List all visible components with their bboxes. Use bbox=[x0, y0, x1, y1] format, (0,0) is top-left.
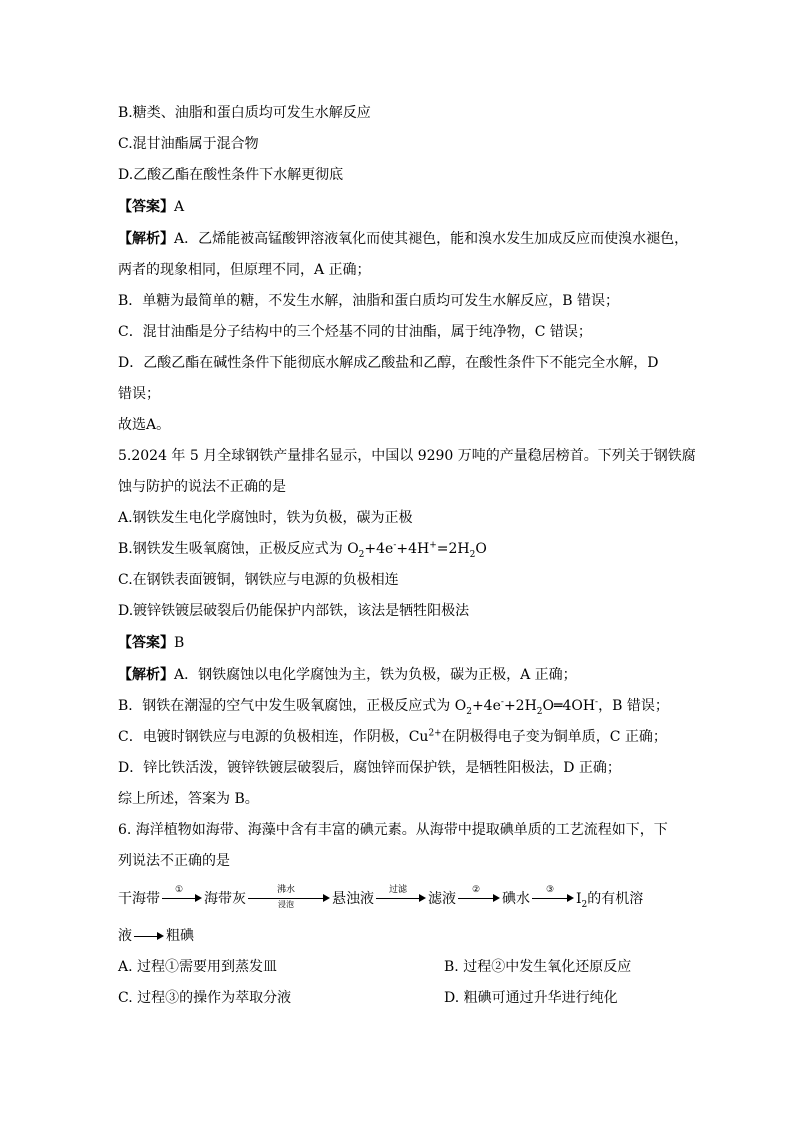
q5-analysis-c bbox=[118, 728, 667, 746]
flow-step-kelp-ash: 海带灰 bbox=[204, 891, 246, 907]
q4-analysis-c: C．混甘油酯是分子结构中的三个烃基不同的甘油酯，属于纯净物，C 错误； bbox=[118, 324, 592, 340]
superscript: + bbox=[429, 540, 437, 551]
q5-conclusion: 综上所述，答案为 B。 bbox=[118, 791, 259, 807]
text: +4e bbox=[364, 541, 394, 557]
q4-answer bbox=[118, 198, 184, 216]
q6-option-c: C. 过程③的操作为萃取分液 bbox=[118, 990, 292, 1006]
text: B．钢铁在潮湿的空气中发生吸氧腐蚀，正极反应式为 O bbox=[118, 698, 467, 714]
q5-analysis-d: D．锌比铁活泼，镀锌铁镀层破裂后，腐蚀锌而保护铁，是牺牲阳极法，D 正确； bbox=[118, 760, 621, 776]
answer-label: 【答案】 bbox=[118, 635, 174, 651]
text: =2H bbox=[436, 541, 470, 557]
answer-label: 【答案】 bbox=[118, 199, 174, 215]
arrow-head bbox=[323, 894, 330, 902]
arrow-shaft bbox=[248, 898, 324, 899]
subscript: 2 bbox=[469, 549, 476, 560]
q5-answer bbox=[118, 634, 184, 652]
subscript: 2 bbox=[581, 899, 588, 910]
q5-option-d: D.镀锌铁镀层破裂后仍能保护内部铁，该法是牺牲阳极法 bbox=[118, 603, 470, 619]
answer-value: A bbox=[174, 199, 185, 215]
flow-arrow-2 bbox=[248, 886, 330, 910]
text: +4H bbox=[396, 541, 430, 557]
text: O═4OH bbox=[542, 698, 596, 714]
flow-arrow-6 bbox=[134, 927, 164, 945]
text: 在阴极得电子变为铜单质，C 正确； bbox=[441, 729, 667, 745]
flow-step-organic-solution bbox=[576, 888, 643, 908]
q6-option-a: A. 过程①需要用到蒸发皿 bbox=[118, 959, 278, 975]
arrow-head bbox=[195, 894, 202, 902]
q5-analysis-a bbox=[118, 666, 577, 684]
arrow-shaft bbox=[134, 936, 158, 937]
text: O bbox=[475, 541, 487, 557]
q6-stem-2: 列说法不正确的是 bbox=[118, 853, 230, 869]
flow-arrow-5 bbox=[532, 886, 574, 910]
arrow-head bbox=[419, 894, 426, 902]
subscript: 2 bbox=[358, 549, 365, 560]
arrow-shaft bbox=[458, 898, 494, 899]
flow-step-filtrate: 滤液 bbox=[428, 891, 456, 907]
analysis-text: A．乙烯能被高锰酸钾溶液氧化而使其褪色，能和溴水发生加成反应而使溴水褪色， bbox=[174, 231, 689, 247]
arrow-label: ③ bbox=[545, 885, 555, 895]
flow-step-dry-kelp: 干海带 bbox=[118, 891, 160, 907]
text: I bbox=[576, 891, 582, 907]
analysis-label: 【解析】 bbox=[118, 231, 174, 247]
q6-stem-1: 6. 海洋植物如海带、海藻中含有丰富的碘元素。从海带中提取碘单质的工艺流程如下，下 bbox=[118, 822, 668, 838]
q5-analysis-b bbox=[118, 697, 669, 715]
q5-stem-1: 5.2024 年 5 月全球钢铁产量排名显示，中国以 9290 万吨的产量稳居榜首。下列关于钢铁腐 bbox=[118, 448, 696, 464]
text: +2H bbox=[503, 698, 537, 714]
text: 的有机溶 bbox=[587, 891, 644, 907]
subscript: 2 bbox=[466, 706, 472, 717]
superscript: - bbox=[595, 697, 599, 708]
flow-arrow-1 bbox=[162, 886, 202, 910]
q4-analysis-a-1 bbox=[118, 230, 688, 248]
flow-step-crude-iodine: 粗碘 bbox=[166, 928, 194, 944]
q4-option-c: C.混甘油酯属于混合物 bbox=[118, 136, 259, 152]
q6-option-d: D. 粗碘可通过升华进行纯化 bbox=[444, 990, 618, 1006]
arrow-head bbox=[157, 932, 164, 940]
q4-analysis-b: B．单糖为最简单的糖，不发生水解，油脂和蛋白质均可发生水解反应，B 错误； bbox=[118, 293, 620, 309]
q4-analysis-a-2: 两者的现象相同，但原理不同，A 正确； bbox=[118, 262, 371, 278]
q6-option-b: B. 过程②中发生氧化还原反应 bbox=[444, 959, 632, 975]
arrow-label: ① bbox=[174, 885, 184, 895]
arrow-label: ② bbox=[471, 885, 481, 895]
flow-step-iodine-water: 碘水 bbox=[502, 891, 530, 907]
analysis-text: A．钢铁腐蚀以电化学腐蚀为主，铁为负极，碳为正极，A 正确； bbox=[174, 667, 577, 683]
text: ，B 错误； bbox=[598, 698, 669, 714]
flow-step-suspension: 悬浊液 bbox=[332, 891, 374, 907]
superscript: 2+ bbox=[428, 728, 442, 739]
arrow-label-below: 浸泡 bbox=[278, 900, 294, 909]
flow-arrow-3 bbox=[376, 886, 426, 910]
q5-option-a: A.钢铁发生电化学腐蚀时，铁为负极，碳为正极 bbox=[118, 510, 413, 526]
q4-analysis-d-2: 错误； bbox=[118, 386, 160, 402]
superscript: - bbox=[500, 697, 504, 708]
q5-option-c: C.在钢铁表面镀铜，钢铁应与电源的负极相连 bbox=[118, 572, 399, 588]
q4-option-b: B.糖类、油脂和蛋白质均可发生水解反应 bbox=[118, 105, 371, 121]
arrow-head bbox=[567, 894, 574, 902]
analysis-label: 【解析】 bbox=[118, 667, 174, 683]
q4-option-d: D.乙酸乙酯在酸性条件下水解更彻底 bbox=[118, 167, 344, 183]
arrow-label: 沸水 bbox=[276, 885, 295, 895]
superscript: - bbox=[393, 540, 397, 551]
text: +4e bbox=[471, 698, 501, 714]
arrow-label: 过滤 bbox=[388, 885, 407, 895]
answer-value: B bbox=[174, 635, 185, 651]
q4-conclusion: 故选A。 bbox=[118, 417, 171, 433]
arrow-shaft bbox=[376, 898, 420, 899]
process-flow-continued bbox=[118, 927, 194, 945]
q5-option-b bbox=[118, 540, 487, 558]
process-flow bbox=[118, 883, 643, 913]
arrow-shaft bbox=[162, 898, 196, 899]
subscript: 2 bbox=[536, 706, 543, 717]
text: C．电镀时钢铁应与电源的负极相连，作阴极，Cu bbox=[118, 729, 429, 745]
flow-arrow-4 bbox=[458, 886, 500, 910]
q4-analysis-d-1: D．乙酸乙酯在碱性条件下能彻底水解成乙酸盐和乙醇，在酸性条件下不能完全水解，D bbox=[118, 355, 659, 371]
flow-step-solution-cont: 液 bbox=[118, 928, 132, 944]
arrow-shaft bbox=[532, 898, 568, 899]
arrow-head bbox=[493, 894, 500, 902]
text: B.钢铁发生吸氧腐蚀，正极反应式为 O bbox=[118, 541, 359, 557]
q5-stem-2: 蚀与防护的说法不正确的是 bbox=[118, 479, 286, 495]
